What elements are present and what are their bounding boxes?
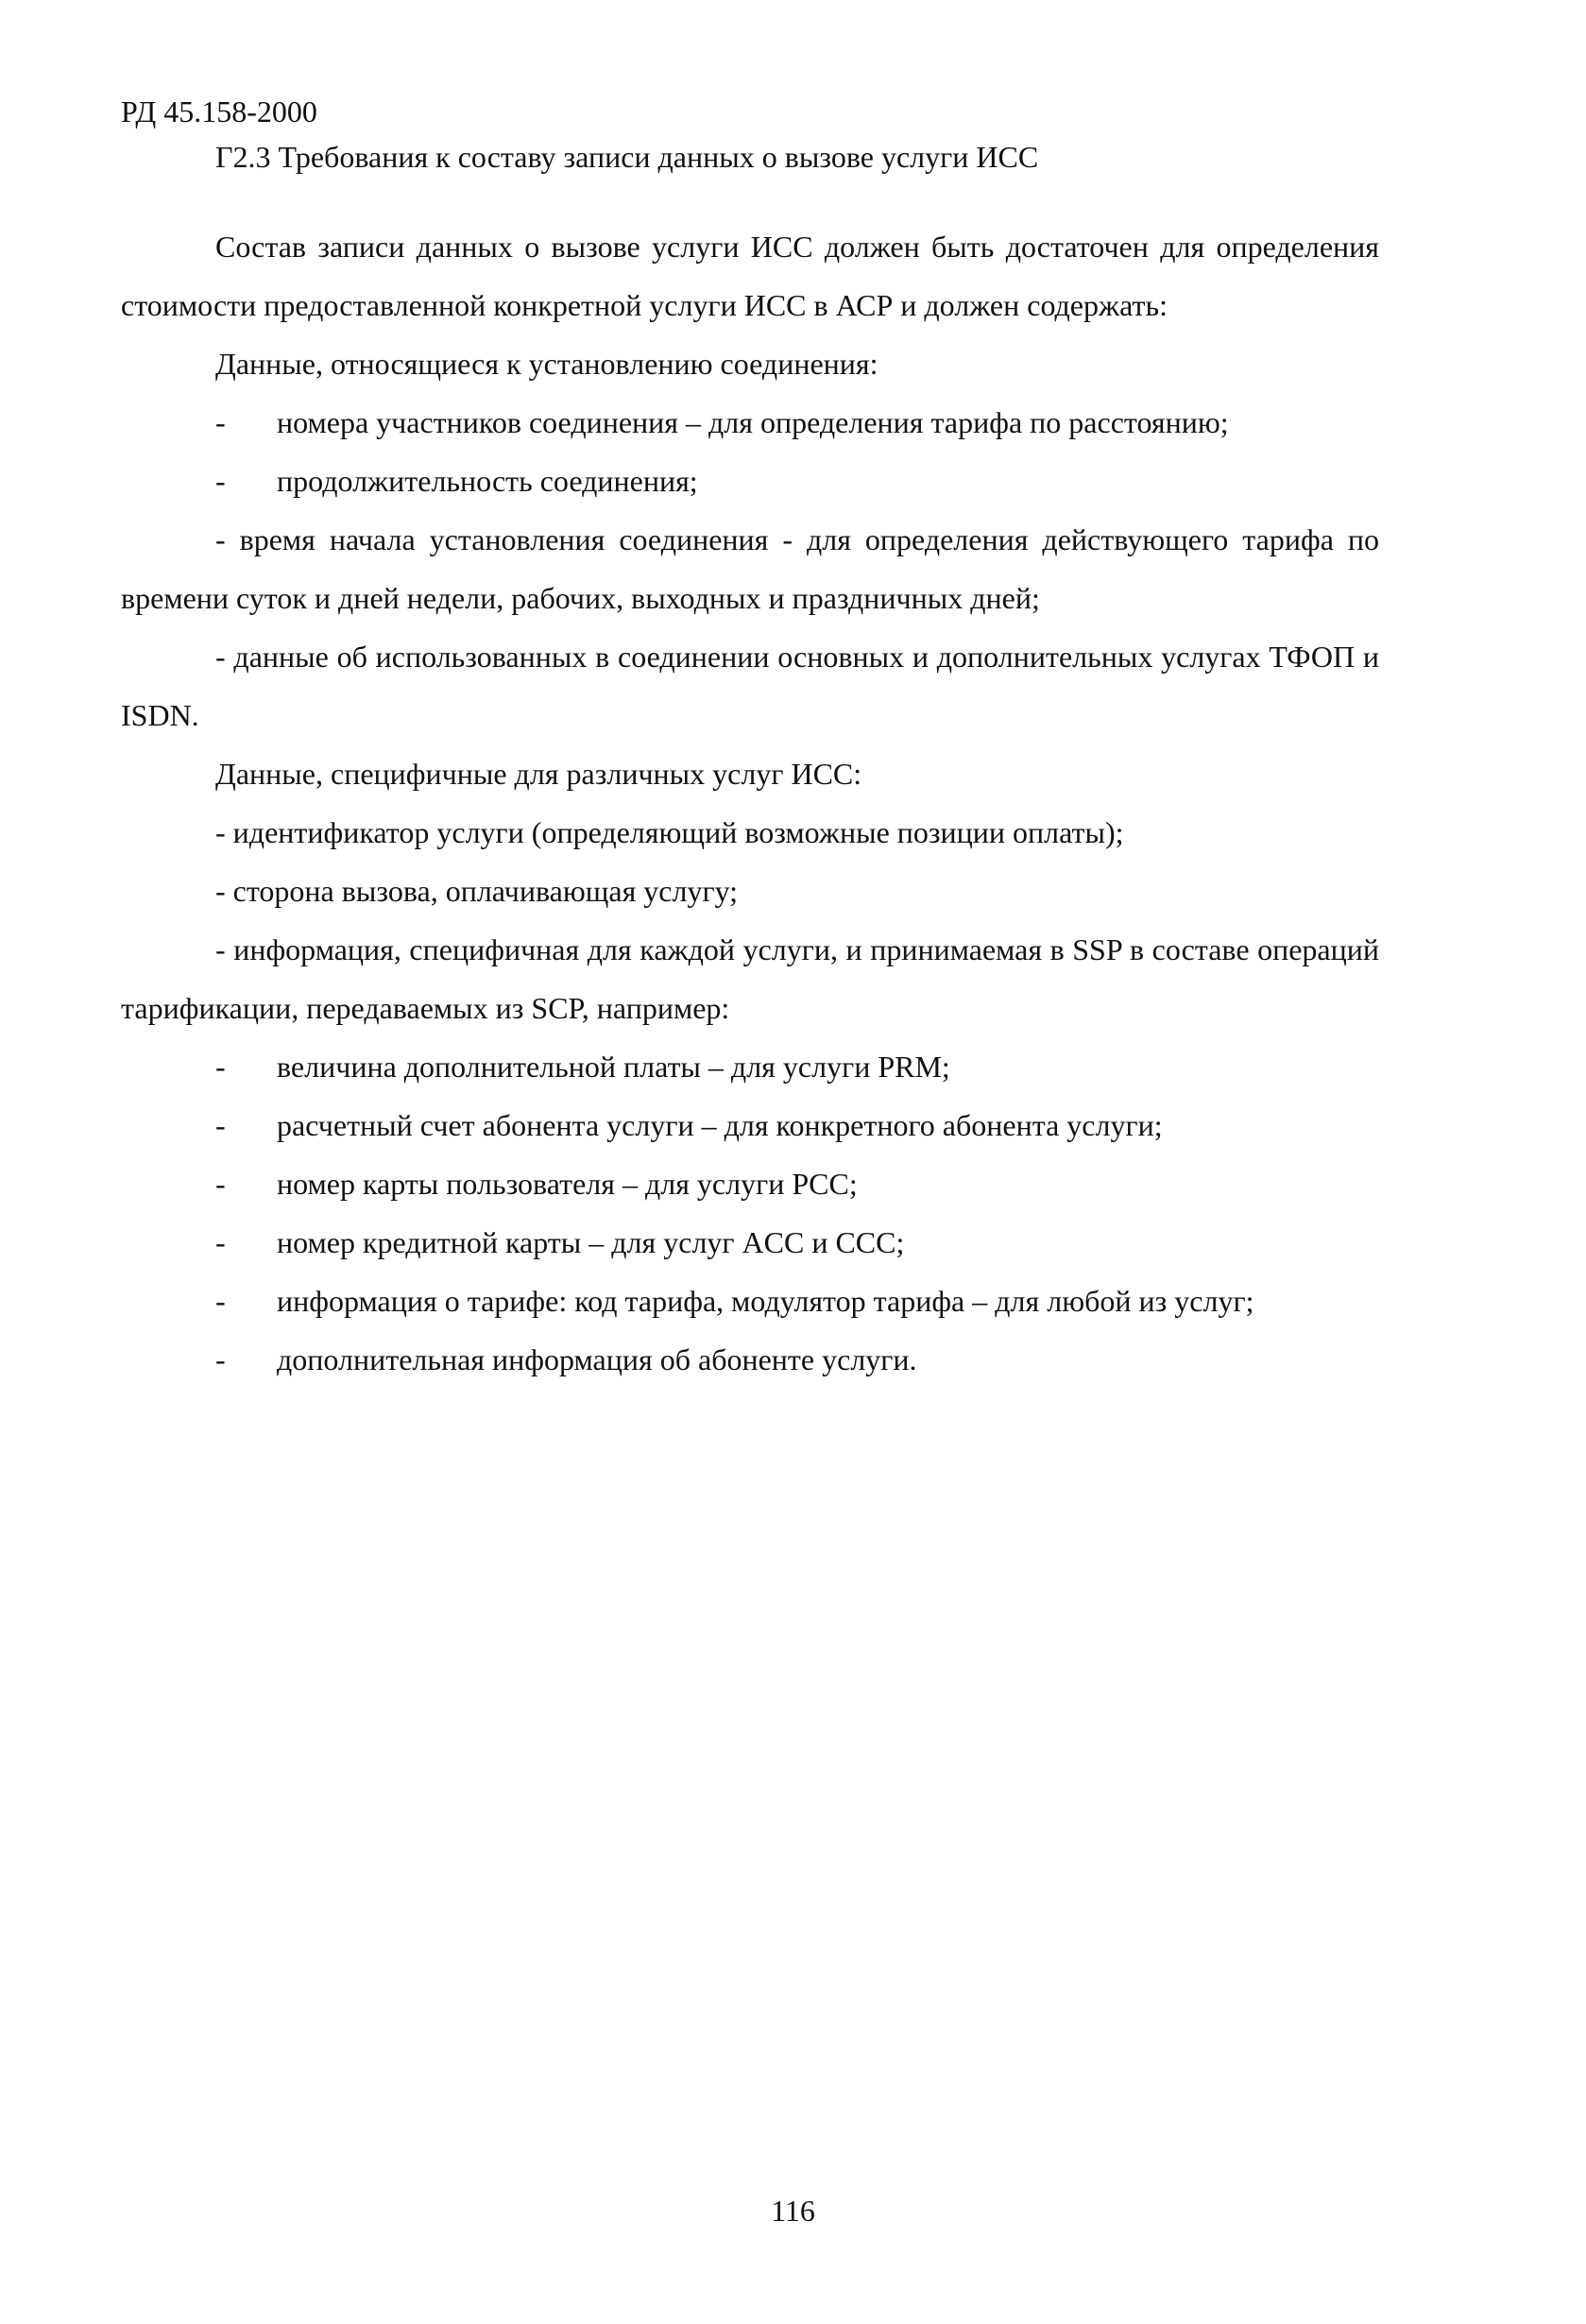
list-item-text: продолжительность соединения;: [277, 464, 698, 498]
list-item-text: дополнительная информация об абоненте услуги.: [277, 1342, 917, 1376]
list-item-text: номера участников соединения – для определения тарифа по расстоянию;: [277, 405, 1229, 439]
list-item-text: номер карты пользователя – для услуги PCC;: [277, 1167, 858, 1201]
dash-marker: -: [215, 1284, 226, 1318]
section-title: Г2.3 Требования к составу записи данных о вызове услуги ИСС: [215, 140, 1039, 174]
connection-item-start-time: - время начала установления соединения - для определения действующего тарифа по времени суток и дней недели, рабочих, выходных и праздничных дней;: [121, 522, 1379, 615]
list-item: [121, 1037, 1379, 1096]
list-item: [121, 1272, 1379, 1330]
document-code: РД 45.158-2000: [121, 94, 317, 128]
connection-heading: Данные, относящиеся к установлению соединения:: [215, 347, 878, 381]
specific-service-id: - идентификатор услуги (определяющий возможные позиции оплаты);: [215, 815, 1124, 849]
page-number: 116: [771, 2194, 815, 2228]
list-item: [121, 1213, 1379, 1272]
dash-marker: -: [215, 405, 226, 439]
list-item: [121, 393, 1379, 452]
list-item-text: величина дополнительной платы – для услуги PRM;: [277, 1050, 950, 1084]
specific-paying-side: - сторона вызова, оплачивающая услугу;: [215, 874, 739, 908]
list-item: [121, 1096, 1379, 1154]
list-item-text: номер кредитной карты – для услуг ACC и CCC;: [277, 1225, 905, 1259]
list-item: [121, 452, 1379, 510]
dash-marker: -: [215, 1050, 226, 1084]
specific-heading: Данные, специфичные для различных услуг ИСС:: [215, 757, 862, 791]
specific-service-info: - информация, специфичная для каждой услуги, и принимаемая в SSP в составе операций тарификации, передаваемых из SCP, например:: [121, 932, 1379, 1025]
dash-marker: -: [215, 1342, 226, 1376]
dash-marker: -: [215, 1167, 226, 1201]
list-item: [121, 1330, 1379, 1389]
connection-item-services: - данные об использованных в соединении основных и дополнительных услугах ТФОП и ISDN.: [121, 640, 1379, 732]
dash-marker: -: [215, 1108, 226, 1142]
intro-paragraph: Состав записи данных о вызове услуги ИСС должен быть достаточен для определения стоимости предоставленной конкретной услуги ИСС в АСР и должен содержать:: [121, 230, 1379, 322]
dash-marker: -: [215, 1225, 226, 1259]
list-item-text: расчетный счет абонента услуги – для конкретного абонента услуги;: [277, 1108, 1163, 1142]
list-item: [121, 1154, 1379, 1213]
dash-marker: -: [215, 464, 226, 498]
list-item-text: информация о тарифе: код тарифа, модулятор тарифа – для любой из услуг;: [277, 1284, 1254, 1318]
document-body: [121, 217, 1379, 1389]
